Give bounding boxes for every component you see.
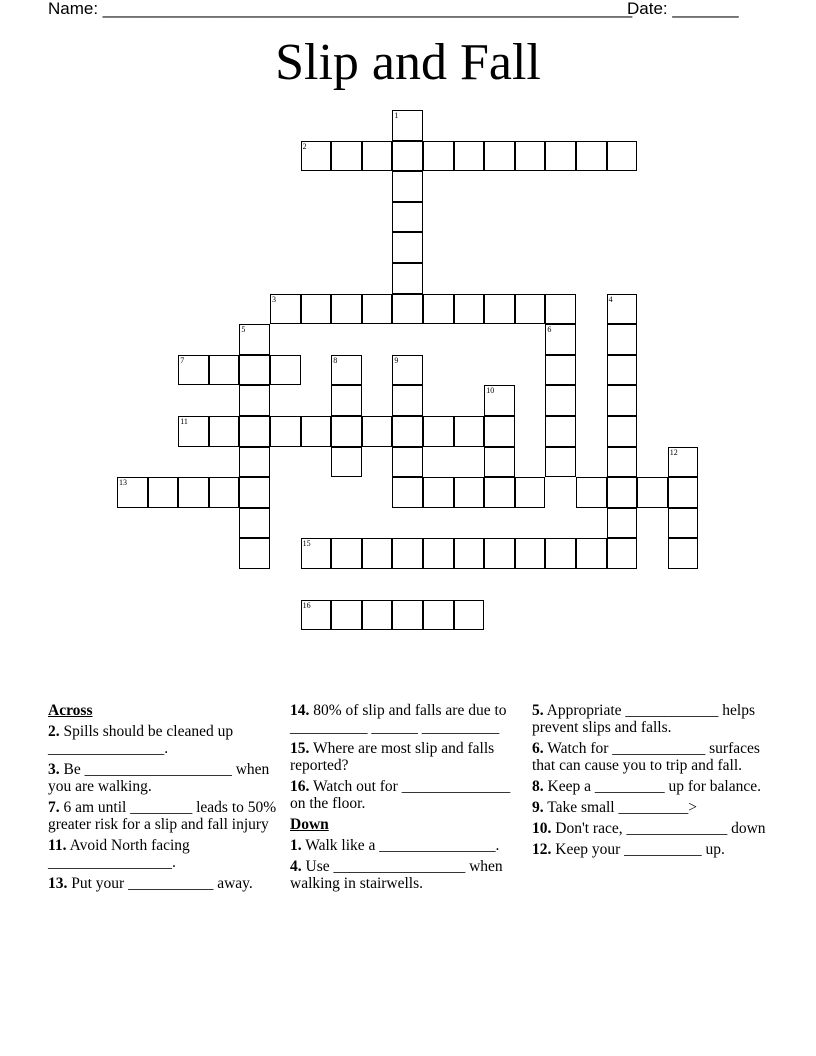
crossword-cell-number: 7 (180, 355, 185, 365)
crossword-cell[interactable] (178, 355, 209, 386)
crossword-cell[interactable] (484, 141, 515, 172)
crossword-cell[interactable] (607, 508, 638, 539)
crossword-cell[interactable] (515, 141, 546, 172)
crossword-cell[interactable] (270, 416, 301, 447)
crossword-cell[interactable] (392, 538, 423, 569)
crossword-cell[interactable] (484, 447, 515, 478)
crossword-cell[interactable] (545, 385, 576, 416)
crossword-cell[interactable] (239, 416, 270, 447)
crossword-cell[interactable] (301, 416, 332, 447)
crossword-cell[interactable] (392, 416, 423, 447)
crossword-cell[interactable] (239, 447, 270, 478)
name-field-label: Name: ________________________________________________________ (48, 0, 633, 18)
crossword-cell[interactable] (331, 294, 362, 325)
crossword-cell[interactable] (515, 294, 546, 325)
crossword-cell[interactable] (301, 600, 332, 631)
crossword-cell-number: 8 (333, 355, 338, 365)
crossword-cell[interactable] (454, 477, 485, 508)
crossword-cell[interactable] (515, 538, 546, 569)
crossword-cell[interactable] (178, 477, 209, 508)
crossword-cell[interactable] (392, 477, 423, 508)
crossword-cell[interactable] (239, 324, 270, 355)
down-heading: Down (290, 816, 329, 833)
clue-across-2: 2. Spills should be cleaned up _______________. (48, 723, 234, 757)
crossword-cell[interactable] (423, 600, 454, 631)
crossword-cell[interactable] (392, 110, 423, 141)
crossword-cell-number: 16 (302, 600, 311, 610)
crossword-cell[interactable] (454, 141, 485, 172)
crossword-cell[interactable] (392, 263, 423, 294)
clue-down-1: 1. Walk like a _______________. (290, 837, 500, 854)
crossword-cell[interactable] (515, 477, 546, 508)
crossword-cell[interactable] (545, 416, 576, 447)
clue-down-5: 5. Appropriate ____________ helps prevent slips and falls. (532, 702, 756, 736)
clue-down-10: 10. Don't race, _____________ down (532, 820, 766, 837)
crossword-cell[interactable] (362, 141, 393, 172)
clue-down-8: 8. Keep a _________ up for balance. (532, 778, 761, 795)
crossword-cell[interactable] (331, 385, 362, 416)
clue-down-4: 4. Use _________________ when walking in stairwells. (290, 858, 503, 892)
crossword-grid (117, 110, 699, 632)
crossword-cell[interactable] (668, 508, 699, 539)
crossword-cell[interactable] (637, 477, 668, 508)
clue-across-15: 15. Where are most slip and falls reported? (290, 740, 495, 774)
crossword-cell[interactable] (392, 202, 423, 233)
crossword-cell[interactable] (607, 294, 638, 325)
crossword-cell[interactable] (454, 294, 485, 325)
crossword-cell[interactable] (392, 385, 423, 416)
crossword-cell[interactable] (484, 538, 515, 569)
page-title: Slip and Fall (275, 34, 541, 91)
crossword-cell[interactable] (331, 600, 362, 631)
crossword-cell-number: 5 (241, 325, 246, 335)
crossword-cell-number: 6 (547, 325, 552, 335)
crossword-cell[interactable] (576, 538, 607, 569)
crossword-cell[interactable] (607, 477, 638, 508)
crossword-cell[interactable] (148, 477, 179, 508)
crossword-cell[interactable] (545, 355, 576, 386)
clue-across-3: 3. Be ___________________ when you are walking. (48, 761, 270, 795)
crossword-cell[interactable] (392, 600, 423, 631)
crossword-cell[interactable] (484, 477, 515, 508)
crossword-cell[interactable] (239, 508, 270, 539)
crossword-cell[interactable] (607, 324, 638, 355)
clue-across-11: 11. Avoid North facing ________________. (48, 837, 190, 871)
crossword-cell[interactable] (270, 294, 301, 325)
crossword-cell-number: 13 (119, 478, 127, 488)
clue-down-12: 12. Keep your __________ up. (532, 841, 725, 858)
clues-column-3 (532, 702, 768, 862)
crossword-cell[interactable] (607, 385, 638, 416)
crossword-cell[interactable] (484, 294, 515, 325)
crossword-cell[interactable] (301, 141, 332, 172)
crossword-cell[interactable] (301, 294, 332, 325)
crossword-cell[interactable] (423, 477, 454, 508)
crossword-cell[interactable] (668, 477, 699, 508)
crossword-cell[interactable] (392, 447, 423, 478)
crossword-cell[interactable] (607, 538, 638, 569)
crossword-cell[interactable] (484, 416, 515, 447)
crossword-cell[interactable] (668, 538, 699, 569)
clue-across-14: 14. 80% of slip and falls are due to __________ ______ __________ (290, 702, 507, 736)
crossword-cell[interactable] (545, 447, 576, 478)
crossword-cell[interactable] (392, 171, 423, 202)
crossword-cell[interactable] (484, 385, 515, 416)
crossword-cell[interactable] (239, 355, 270, 386)
crossword-cell-number: 9 (394, 355, 399, 365)
crossword-cell[interactable] (209, 355, 240, 386)
crossword-cell-number: 3 (272, 294, 276, 304)
clues-column-1 (48, 702, 282, 896)
crossword-cell-number: 12 (669, 447, 678, 457)
crossword-cell[interactable] (331, 141, 362, 172)
date-field-label: Date: _______ (627, 0, 739, 18)
crossword-cell[interactable] (331, 447, 362, 478)
crossword-cell[interactable] (331, 416, 362, 447)
crossword-cell[interactable] (545, 294, 576, 325)
crossword-cell[interactable] (178, 416, 209, 447)
crossword-cell[interactable] (209, 416, 240, 447)
header (48, 0, 768, 22)
crossword-cell[interactable] (607, 355, 638, 386)
crossword-cell[interactable] (545, 141, 576, 172)
crossword-cell[interactable] (545, 324, 576, 355)
crossword-cell[interactable] (362, 416, 393, 447)
crossword-cell[interactable] (239, 477, 270, 508)
crossword-cell[interactable] (576, 141, 607, 172)
clues-column-2 (290, 702, 522, 896)
crossword-cell-number: 1 (394, 111, 399, 120)
crossword-cell[interactable] (362, 538, 393, 569)
crossword-cell[interactable] (454, 600, 485, 631)
crossword-cell[interactable] (239, 538, 270, 569)
crossword-cell[interactable] (362, 294, 393, 325)
crossword-cell-number: 4 (608, 294, 613, 304)
crossword-cell[interactable] (239, 385, 270, 416)
crossword-cell[interactable] (423, 294, 454, 325)
crossword-cell[interactable] (331, 538, 362, 569)
crossword-cell[interactable] (331, 355, 362, 386)
crossword-cell[interactable] (545, 538, 576, 569)
crossword-cell-number: 11 (180, 417, 188, 426)
clue-across-13: 13. Put your ___________ away. (48, 875, 253, 892)
crossword-cell[interactable] (117, 477, 148, 508)
crossword-cell[interactable] (270, 355, 301, 386)
crossword-cell[interactable] (423, 538, 454, 569)
across-heading: Across (48, 702, 93, 719)
clue-across-7: 7. 6 am until ________ leads to 50% greater risk for a slip and fall injury (48, 799, 277, 833)
clue-down-9: 9. Take small _________> (532, 799, 697, 816)
crossword-cell[interactable] (423, 141, 454, 172)
crossword-cell[interactable] (362, 600, 393, 631)
crossword-cell[interactable] (576, 477, 607, 508)
crossword-cell[interactable] (392, 355, 423, 386)
crossword-cell-number: 15 (302, 539, 311, 549)
clue-down-6: 6. Watch for ____________ surfaces that can cause you to trip and fall. (532, 740, 760, 774)
crossword-cell[interactable] (454, 538, 485, 569)
crossword-cell[interactable] (209, 477, 240, 508)
crossword-cell-number: 2 (302, 141, 307, 151)
crossword-cell[interactable] (668, 447, 699, 478)
crossword-cell[interactable] (392, 294, 423, 325)
crossword-cell[interactable] (607, 447, 638, 478)
crossword-cell[interactable] (607, 416, 638, 447)
crossword-cell[interactable] (301, 538, 332, 569)
crossword-cell[interactable] (423, 416, 454, 447)
clue-across-16: 16. Watch out for ______________ on the floor. (290, 778, 511, 812)
crossword-cell[interactable] (607, 141, 638, 172)
crossword-cell[interactable] (454, 416, 485, 447)
crossword-cell[interactable] (392, 232, 423, 263)
crossword-cell[interactable] (392, 141, 423, 172)
crossword-cell-number: 10 (486, 386, 495, 396)
